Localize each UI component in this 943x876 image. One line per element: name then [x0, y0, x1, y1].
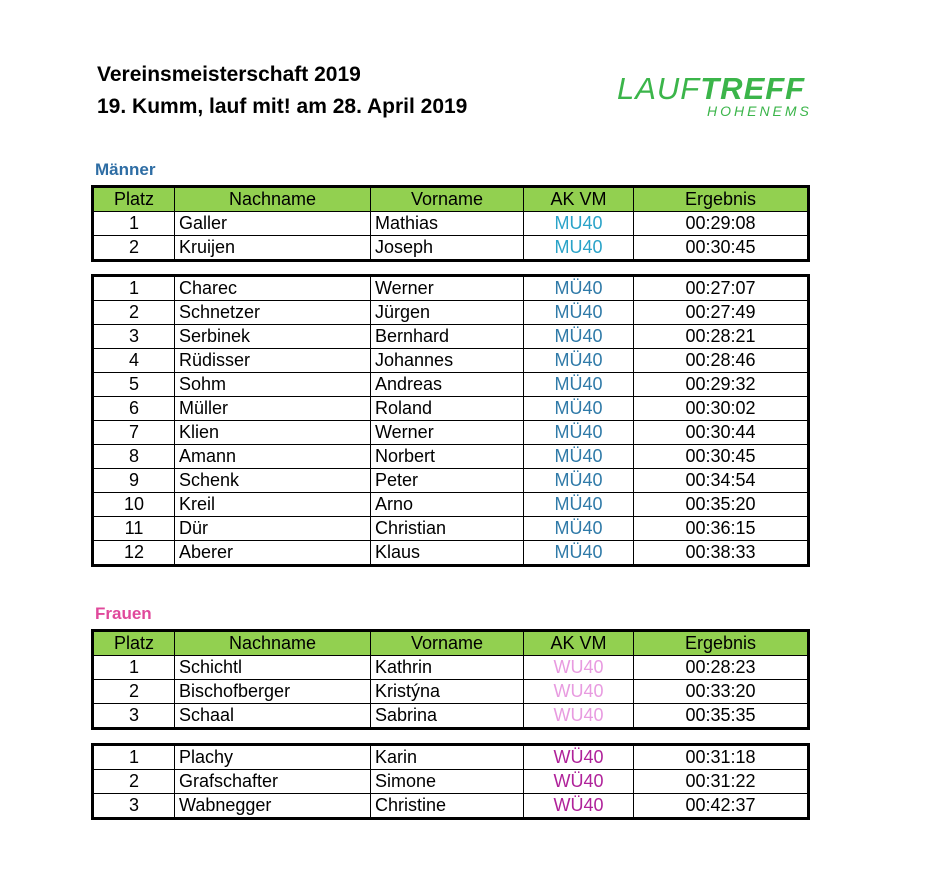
- cell-platz: 1: [93, 656, 175, 680]
- cell-nachname: Amann: [175, 445, 371, 469]
- cell-platz: 2: [93, 301, 175, 325]
- column-header: Nachname: [175, 187, 371, 212]
- cell-vorname: Werner: [371, 421, 524, 445]
- table-row: [93, 469, 809, 493]
- cell-platz: 9: [93, 469, 175, 493]
- cell-nachname: Bischofberger: [175, 680, 371, 704]
- table-header-row: [93, 187, 809, 212]
- cell-ak-vm: WU40: [524, 656, 634, 680]
- cell-platz: 12: [93, 541, 175, 566]
- table-row: [93, 349, 809, 373]
- cell-vorname: Joseph: [371, 236, 524, 261]
- cell-ak-vm: MU40: [524, 212, 634, 236]
- cell-ak-vm: WÜ40: [524, 745, 634, 770]
- cell-ergebnis: 00:35:20: [634, 493, 809, 517]
- cell-platz: 11: [93, 517, 175, 541]
- table-row: [93, 770, 809, 794]
- cell-ergebnis: 00:28:23: [634, 656, 809, 680]
- cell-platz: 5: [93, 373, 175, 397]
- logo-subtext: HOHENEMS: [707, 103, 812, 119]
- cell-nachname: Schaal: [175, 704, 371, 729]
- cell-ergebnis: 00:28:21: [634, 325, 809, 349]
- column-header: AK VM: [524, 631, 634, 656]
- cell-nachname: Kreil: [175, 493, 371, 517]
- cell-vorname: Simone: [371, 770, 524, 794]
- section-label-maenner: Männer: [95, 160, 156, 179]
- cell-vorname: Werner: [371, 276, 524, 301]
- cell-nachname: Schenk: [175, 469, 371, 493]
- table-row: [93, 656, 809, 680]
- column-header: Platz: [93, 631, 175, 656]
- cell-platz: 1: [93, 276, 175, 301]
- table-row: [93, 745, 809, 770]
- column-header: Ergebnis: [634, 187, 809, 212]
- cell-ergebnis: 00:36:15: [634, 517, 809, 541]
- cell-ergebnis: 00:27:49: [634, 301, 809, 325]
- table-row: [93, 493, 809, 517]
- cell-ak-vm: WU40: [524, 704, 634, 729]
- cell-nachname: Grafschafter: [175, 770, 371, 794]
- table-header-row: [93, 631, 809, 656]
- cell-vorname: Jürgen: [371, 301, 524, 325]
- cell-platz: 3: [93, 325, 175, 349]
- cell-platz: 10: [93, 493, 175, 517]
- cell-ak-vm: MÜ40: [524, 493, 634, 517]
- cell-ak-vm: MÜ40: [524, 276, 634, 301]
- cell-ergebnis: 00:29:08: [634, 212, 809, 236]
- cell-ak-vm: WÜ40: [524, 794, 634, 819]
- cell-ak-vm: MÜ40: [524, 517, 634, 541]
- cell-ak-vm: MÜ40: [524, 373, 634, 397]
- cell-vorname: Mathias: [371, 212, 524, 236]
- cell-vorname: Roland: [371, 397, 524, 421]
- cell-nachname: Plachy: [175, 745, 371, 770]
- cell-ergebnis: 00:35:35: [634, 704, 809, 729]
- men-results-table-2: [91, 274, 810, 567]
- cell-platz: 6: [93, 397, 175, 421]
- table-row: [93, 680, 809, 704]
- document-title: Vereinsmeisterschaft 2019: [97, 63, 361, 86]
- table-row: [93, 325, 809, 349]
- cell-nachname: Wabnegger: [175, 794, 371, 819]
- women-results-table-1: [91, 629, 810, 730]
- section-label-frauen: Frauen: [95, 604, 152, 623]
- column-header: Vorname: [371, 187, 524, 212]
- cell-platz: 1: [93, 745, 175, 770]
- cell-vorname: Sabrina: [371, 704, 524, 729]
- table-row: [93, 276, 809, 301]
- event-subtitle: 19. Kumm, lauf mit! am 28. April 2019: [97, 95, 468, 118]
- cell-platz: 2: [93, 236, 175, 261]
- cell-vorname: Christian: [371, 517, 524, 541]
- cell-ak-vm: MU40: [524, 236, 634, 261]
- cell-ergebnis: 00:30:44: [634, 421, 809, 445]
- cell-ak-vm: WÜ40: [524, 770, 634, 794]
- cell-vorname: Bernhard: [371, 325, 524, 349]
- cell-nachname: Kruijen: [175, 236, 371, 261]
- lauftreff-logo: [617, 72, 847, 122]
- cell-platz: 2: [93, 680, 175, 704]
- cell-ergebnis: 00:31:22: [634, 770, 809, 794]
- column-header: Vorname: [371, 631, 524, 656]
- table-row: [93, 445, 809, 469]
- cell-platz: 1: [93, 212, 175, 236]
- cell-ergebnis: 00:34:54: [634, 469, 809, 493]
- cell-platz: 8: [93, 445, 175, 469]
- table-row: [93, 397, 809, 421]
- column-header: AK VM: [524, 187, 634, 212]
- column-header: Platz: [93, 187, 175, 212]
- cell-nachname: Serbinek: [175, 325, 371, 349]
- cell-vorname: Klaus: [371, 541, 524, 566]
- cell-nachname: Schichtl: [175, 656, 371, 680]
- table-row: [93, 373, 809, 397]
- cell-ergebnis: 00:30:45: [634, 445, 809, 469]
- logo-text-lauf: LAUF: [617, 71, 701, 106]
- column-header: Nachname: [175, 631, 371, 656]
- cell-ergebnis: 00:30:02: [634, 397, 809, 421]
- table-row: [93, 301, 809, 325]
- cell-ak-vm: MÜ40: [524, 445, 634, 469]
- cell-ergebnis: 00:28:46: [634, 349, 809, 373]
- cell-platz: 7: [93, 421, 175, 445]
- men-results-table-1: [91, 185, 810, 262]
- women-results-table-2: [91, 743, 810, 820]
- cell-ergebnis: 00:29:32: [634, 373, 809, 397]
- cell-ak-vm: MÜ40: [524, 301, 634, 325]
- cell-vorname: Johannes: [371, 349, 524, 373]
- cell-nachname: Sohm: [175, 373, 371, 397]
- cell-vorname: Karin: [371, 745, 524, 770]
- cell-platz: 3: [93, 704, 175, 729]
- cell-ergebnis: 00:31:18: [634, 745, 809, 770]
- cell-vorname: Kristýna: [371, 680, 524, 704]
- cell-vorname: Andreas: [371, 373, 524, 397]
- cell-ergebnis: 00:30:45: [634, 236, 809, 261]
- cell-platz: 2: [93, 770, 175, 794]
- cell-vorname: Arno: [371, 493, 524, 517]
- cell-ak-vm: MÜ40: [524, 421, 634, 445]
- table-row: [93, 212, 809, 236]
- table-row: [93, 541, 809, 566]
- table-row: [93, 517, 809, 541]
- cell-platz: 4: [93, 349, 175, 373]
- cell-nachname: Charec: [175, 276, 371, 301]
- cell-ak-vm: MÜ40: [524, 541, 634, 566]
- cell-platz: 3: [93, 794, 175, 819]
- cell-ak-vm: WU40: [524, 680, 634, 704]
- cell-nachname: Galler: [175, 212, 371, 236]
- cell-nachname: Rüdisser: [175, 349, 371, 373]
- table-row: [93, 794, 809, 819]
- cell-ergebnis: 00:42:37: [634, 794, 809, 819]
- cell-nachname: Aberer: [175, 541, 371, 566]
- cell-vorname: Norbert: [371, 445, 524, 469]
- cell-vorname: Christine: [371, 794, 524, 819]
- table-row: [93, 236, 809, 261]
- cell-ak-vm: MÜ40: [524, 325, 634, 349]
- table-row: [93, 704, 809, 729]
- cell-ak-vm: MÜ40: [524, 469, 634, 493]
- cell-vorname: Peter: [371, 469, 524, 493]
- cell-ergebnis: 00:38:33: [634, 541, 809, 566]
- logo-text-treff: TREFF: [700, 71, 806, 106]
- cell-nachname: Dür: [175, 517, 371, 541]
- cell-vorname: Kathrin: [371, 656, 524, 680]
- cell-ergebnis: 00:33:20: [634, 680, 809, 704]
- cell-nachname: Klien: [175, 421, 371, 445]
- cell-ergebnis: 00:27:07: [634, 276, 809, 301]
- table-row: [93, 421, 809, 445]
- column-header: Ergebnis: [634, 631, 809, 656]
- cell-nachname: Schnetzer: [175, 301, 371, 325]
- cell-ak-vm: MÜ40: [524, 397, 634, 421]
- cell-nachname: Müller: [175, 397, 371, 421]
- cell-ak-vm: MÜ40: [524, 349, 634, 373]
